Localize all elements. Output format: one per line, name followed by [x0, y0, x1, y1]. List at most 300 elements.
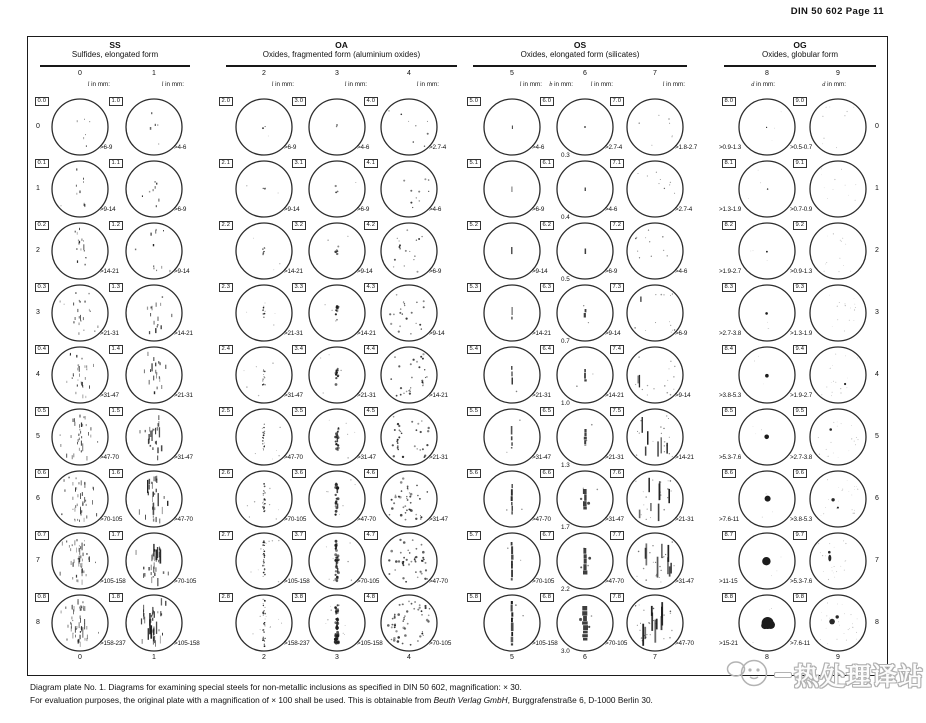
inclusion-pattern [507, 542, 521, 581]
inclusion-pattern [818, 540, 847, 582]
column-number-top: 6 [583, 70, 587, 77]
cell-tag: 3.5 [292, 407, 306, 416]
size-range: >6-9 [284, 144, 297, 151]
cell-tag: 7.6 [610, 469, 624, 478]
size-range: >0.7-0.9 [790, 206, 813, 213]
column-unit: l in mm: [344, 81, 367, 88]
cell-tag: 9.8 [793, 593, 807, 602]
size-range: >11-15 [719, 578, 738, 585]
size-range: >2.7-3.8 [790, 454, 813, 461]
inclusion-pattern [389, 294, 425, 335]
inclusion-pattern [584, 424, 593, 446]
size-range: >2.7-4 [429, 144, 447, 151]
inclusion-pattern [150, 112, 159, 144]
inclusion-pattern [512, 126, 513, 130]
cell-tag: 1.5 [109, 407, 123, 416]
inclusion-pattern [329, 420, 355, 459]
size-range: >14-21 [284, 268, 303, 275]
size-range: >4-6 [429, 206, 442, 213]
size-range: >15-21 [719, 640, 738, 647]
micrograph-circle [806, 467, 870, 531]
cell-tag: 9.2 [793, 221, 807, 230]
watermark [726, 656, 924, 694]
group-code: OA [335, 40, 348, 50]
size-range: >0.9-1.3 [719, 144, 742, 151]
size-range: >21-31 [605, 454, 624, 461]
caption-line1: Diagram plate No. 1. Diagrams for examining special steels for non-metallic inclusions as specified in DIN 50 602, magnification: × 30. [30, 682, 522, 692]
size-range: >5.3-7.6 [719, 454, 742, 461]
cell-tag: 4.2 [364, 221, 378, 230]
cell-tag: 2.7 [219, 531, 233, 540]
size-range: >105-158 [174, 640, 200, 647]
inclusion-pattern [584, 126, 586, 128]
size-range: >47-70 [532, 516, 551, 523]
cell-tag: 5.4 [467, 345, 481, 354]
cell-tag: 5.0 [467, 97, 481, 106]
row-number-left: 8 [36, 619, 40, 626]
inclusion-pattern [636, 541, 674, 582]
cell-tag: 7.0 [610, 97, 624, 106]
inclusion-pattern [580, 488, 598, 510]
size-range: >9-14 [675, 392, 691, 399]
size-range: >9-14 [429, 330, 445, 337]
inclusion-pattern [61, 168, 86, 207]
b-value: 0.4 [561, 214, 570, 221]
column-unit: b in mm: [549, 81, 573, 88]
row-number-right: 4 [875, 371, 879, 378]
size-range: >1.3-1.9 [790, 330, 813, 337]
inclusion-pattern [585, 188, 586, 192]
cell-tag: 9.3 [793, 283, 807, 292]
inclusion-pattern [336, 124, 338, 127]
cell-tag: 6.5 [540, 407, 554, 416]
inclusion-pattern [67, 353, 95, 398]
cell-tag: 1.8 [109, 593, 123, 602]
cell-tag: 8.0 [722, 97, 736, 106]
inclusion-pattern [141, 598, 167, 647]
cell-tag: 8.7 [722, 531, 736, 540]
size-range: >5.3-7.6 [790, 578, 813, 585]
size-range: >21-31 [284, 330, 303, 337]
inclusion-pattern [60, 415, 99, 461]
cell-tag: 4.8 [364, 593, 378, 602]
size-range: >7.6-11 [719, 516, 740, 523]
cell-tag: 6.6 [540, 469, 554, 478]
inclusion-pattern [262, 126, 269, 136]
cell-tag: 3.8 [292, 593, 306, 602]
column-unit: l in mm: [519, 81, 542, 88]
inclusion-pattern [326, 479, 355, 516]
cell-tag: 5.6 [467, 469, 481, 478]
inclusion-pattern [762, 493, 773, 517]
inclusion-pattern [506, 420, 520, 453]
inclusion-pattern [392, 416, 430, 458]
size-range: >21-31 [357, 392, 376, 399]
inclusion-pattern [819, 603, 858, 645]
row-number-left: 5 [36, 433, 40, 440]
group-code: OS [573, 40, 587, 50]
column-number-bottom: 5 [510, 654, 514, 661]
inclusion-pattern [506, 484, 522, 515]
group-code: OG [793, 40, 807, 50]
size-range: >158-237 [284, 640, 310, 647]
row-number-right: 6 [875, 495, 879, 502]
inclusion-pattern [635, 230, 668, 259]
cell-tag: 1.2 [109, 221, 123, 230]
column-number-bottom: 0 [78, 654, 82, 661]
cell-tag: 7.4 [610, 345, 624, 354]
size-range: >14-21 [532, 330, 551, 337]
inclusion-pattern [61, 477, 97, 522]
inclusion-pattern [142, 181, 160, 207]
group-name: Oxides, fragmented form (aluminium oxides) [262, 50, 421, 59]
column-number-bottom: 3 [335, 654, 339, 661]
b-value: 1.0 [561, 400, 570, 407]
cell-tag: 0.7 [35, 531, 49, 540]
size-range: >70-105 [605, 640, 628, 647]
cell-tag: 0.5 [35, 407, 49, 416]
row-number-right: 8 [875, 619, 879, 626]
inclusion-pattern [635, 602, 673, 646]
size-range: >21-31 [675, 516, 694, 523]
row-number-left: 6 [36, 495, 40, 502]
inclusion-pattern [821, 479, 859, 515]
cell-tag: 2.8 [219, 593, 233, 602]
micrograph-circle [806, 157, 870, 221]
size-range: >4-6 [605, 206, 618, 213]
micrograph-circle [806, 219, 870, 283]
cell-tag: 2.1 [219, 159, 233, 168]
column-number-top: 0 [78, 70, 82, 77]
cell-tag: 4.5 [364, 407, 378, 416]
inclusion-pattern [325, 304, 340, 322]
cell-tag: 8.4 [722, 345, 736, 354]
inclusion-pattern [326, 604, 346, 644]
size-range: >6-9 [605, 268, 618, 275]
column-number-bottom: 1 [152, 654, 156, 661]
cell-tag: 4.0 [364, 97, 378, 106]
cell-tag: 6.4 [540, 345, 554, 354]
size-range: >14-21 [357, 330, 376, 337]
cell-tag: 3.2 [292, 221, 306, 230]
row-number-left: 4 [36, 371, 40, 378]
size-range: >105-158 [100, 578, 126, 585]
group-rule [40, 65, 190, 67]
column-number-top: 4 [407, 70, 411, 77]
column-number-bottom: 9 [836, 654, 840, 661]
b-value: 1.3 [561, 462, 570, 469]
size-range: >9-14 [532, 268, 548, 275]
inclusion-pattern [635, 478, 672, 521]
inclusion-pattern [326, 540, 352, 582]
cell-tag: 0.1 [35, 159, 49, 168]
cell-tag: 2.3 [219, 283, 233, 292]
cell-tag: 1.7 [109, 531, 123, 540]
cell-tag: 1.6 [109, 469, 123, 478]
inclusion-pattern [750, 250, 767, 261]
inclusion-pattern [511, 366, 517, 392]
size-range: >6-9 [429, 268, 442, 275]
row-number-left: 7 [36, 557, 40, 564]
inclusion-pattern [246, 185, 278, 193]
size-range: >4-6 [532, 144, 545, 151]
size-range: >105-158 [532, 640, 558, 647]
watermark-dash [774, 672, 792, 678]
column-number-top: 3 [335, 70, 339, 77]
inclusion-pattern [576, 369, 593, 387]
column-number-bottom: 7 [653, 654, 657, 661]
cell-tag: 4.1 [364, 159, 378, 168]
inclusion-pattern [579, 606, 592, 641]
size-range: >47-70 [605, 578, 624, 585]
inclusion-pattern [60, 292, 99, 335]
inclusion-pattern [512, 187, 513, 193]
micrograph-circle [806, 95, 870, 159]
cell-tag: 6.1 [540, 159, 554, 168]
inclusion-pattern [390, 353, 427, 397]
inclusion-pattern [139, 415, 162, 460]
inclusion-pattern [136, 544, 169, 586]
size-range: >21-31 [532, 392, 551, 399]
size-range: >31-47 [100, 392, 119, 399]
inclusion-pattern [580, 548, 591, 575]
inclusion-pattern [60, 228, 87, 266]
cell-tag: 7.7 [610, 531, 624, 540]
cell-tag: 0.8 [35, 593, 49, 602]
column-unit: l in mm: [271, 81, 294, 88]
micrograph-circle [806, 343, 870, 407]
size-range: >31-47 [429, 516, 448, 523]
size-range: >1.8-2.7 [675, 144, 698, 151]
cell-tag: 9.4 [793, 345, 807, 354]
size-range: >47-70 [174, 516, 193, 523]
cell-tag: 3.1 [292, 159, 306, 168]
size-range: >105-158 [284, 578, 310, 585]
size-range: >9-14 [605, 330, 621, 337]
cell-tag: 5.2 [467, 221, 481, 230]
b-value: 0.3 [561, 152, 570, 159]
column-number-top: 9 [836, 70, 840, 77]
group-rule [724, 65, 876, 67]
cell-tag: 3.7 [292, 531, 306, 540]
inclusion-pattern [135, 229, 171, 273]
cell-tag: 6.7 [540, 531, 554, 540]
cell-tag: 7.8 [610, 593, 624, 602]
cell-tag: 5.5 [467, 407, 481, 416]
watermark-logo-icon [726, 656, 772, 694]
size-range: >1.9-2.7 [719, 268, 742, 275]
cell-tag: 8.3 [722, 283, 736, 292]
size-range: >9-14 [357, 268, 373, 275]
cell-tag: 6.3 [540, 283, 554, 292]
cell-tag: 5.7 [467, 531, 481, 540]
group-name: Oxides, globular form [761, 50, 839, 59]
inclusion-pattern [585, 249, 587, 255]
size-range: >9-14 [100, 206, 116, 213]
row-number-left: 0 [36, 123, 40, 130]
inclusion-pattern [255, 424, 281, 460]
inclusion-pattern [244, 363, 274, 397]
size-range: >21-31 [100, 330, 119, 337]
b-value: 2.2 [561, 586, 570, 593]
column-unit: l in mm: [590, 81, 613, 88]
inclusion-pattern [583, 305, 589, 323]
cell-tag: 4.4 [364, 345, 378, 354]
cell-tag: 8.2 [722, 221, 736, 230]
inclusion-pattern [77, 119, 90, 147]
group-rule [473, 65, 687, 67]
inclusion-pattern [403, 178, 429, 211]
cell-tag: 6.2 [540, 221, 554, 230]
inclusion-pattern [61, 599, 99, 647]
page-header: DIN 50 602 Page 11 [790, 6, 884, 17]
size-range: >47-70 [429, 578, 448, 585]
inclusion-pattern [818, 422, 859, 458]
row-number-right: 5 [875, 433, 879, 440]
size-range: >70-105 [174, 578, 197, 585]
cell-tag: 7.2 [610, 221, 624, 230]
cell-tag: 9.1 [793, 159, 807, 168]
cell-tag: 0.0 [35, 97, 49, 106]
inclusion-pattern [639, 115, 673, 146]
column-number-bottom: 6 [583, 654, 587, 661]
cell-tag: 2.6 [219, 469, 233, 478]
size-range: >70-105 [357, 578, 380, 585]
size-range: >6-9 [174, 206, 187, 213]
size-range: >6-9 [675, 330, 688, 337]
row-number-left: 2 [36, 247, 40, 254]
inclusion-pattern [822, 107, 854, 149]
size-range: >14-21 [605, 392, 624, 399]
inclusion-pattern [753, 608, 776, 643]
inclusion-pattern [144, 352, 167, 394]
group-code: SS [109, 40, 121, 50]
b-value: 1.7 [561, 524, 570, 531]
size-range: >4-6 [675, 268, 688, 275]
inclusion-pattern [821, 168, 857, 201]
size-range: >47-70 [357, 516, 376, 523]
row-number-left: 1 [36, 185, 40, 192]
inclusion-pattern [253, 238, 280, 270]
cell-tag: 7.1 [610, 159, 624, 168]
watermark-text: 热处理译站 [793, 663, 924, 691]
inclusion-pattern [511, 247, 512, 254]
cell-tag: 3.3 [292, 283, 306, 292]
inclusion-pattern [327, 236, 348, 255]
size-range: >2.7-3.8 [719, 330, 742, 337]
size-range: >14-21 [100, 268, 119, 275]
column-unit: l in mm: [662, 81, 685, 88]
cell-tag: 9.6 [793, 469, 807, 478]
cell-tag: 5.1 [467, 159, 481, 168]
size-range: >31-47 [357, 454, 376, 461]
cell-tag: 4.6 [364, 469, 378, 478]
cell-tag: 9.0 [793, 97, 807, 106]
row-number-left: 3 [36, 309, 40, 316]
inclusion-pattern [754, 356, 769, 384]
inclusion-pattern [139, 476, 169, 524]
size-range: >47-70 [675, 640, 694, 647]
cell-tag: 3.6 [292, 469, 306, 478]
size-range: >7.6-11 [790, 640, 811, 647]
inclusion-pattern [821, 354, 858, 397]
size-range: >70-105 [284, 516, 307, 523]
inclusion-pattern [247, 483, 279, 520]
cell-tag: 8.1 [722, 159, 736, 168]
b-value: 0.7 [561, 338, 570, 345]
inclusion-pattern [765, 312, 769, 329]
column-number-top: 2 [262, 70, 266, 77]
cell-tag: 4.3 [364, 283, 378, 292]
inclusion-pattern [635, 356, 676, 395]
cell-tag: 1.4 [109, 345, 123, 354]
size-range: >4-6 [357, 144, 370, 151]
inclusion-pattern [748, 170, 768, 199]
inclusion-pattern [251, 540, 280, 583]
b-value: 3.0 [561, 648, 570, 655]
row-number-right: 2 [875, 247, 879, 254]
size-range: >6-9 [357, 206, 370, 213]
inclusion-pattern [393, 229, 423, 272]
caption-line2: For evaluation purposes, the original plate with a magnification of × 100 shall be used. This is obtainable from Beuth Verlag GmbH, Burggrafenstraße 6, D-1000 Berlin 30. [30, 695, 653, 706]
column-unit: l in mm: [87, 81, 110, 88]
cell-tag: 9.5 [793, 407, 807, 416]
column-number-top: 7 [653, 70, 657, 77]
row-number-right: 1 [875, 185, 879, 192]
size-range: >70-105 [429, 640, 452, 647]
size-range: >47-70 [284, 454, 303, 461]
cell-tag: 6.8 [540, 593, 554, 602]
inclusion-pattern [766, 111, 782, 140]
group-name: Oxides, elongated form (silicates) [520, 50, 640, 59]
inclusion-pattern [824, 233, 852, 272]
cell-tag: 0.3 [35, 283, 49, 292]
cell-tag: 8.5 [722, 407, 736, 416]
cell-tag: 6.0 [540, 97, 554, 106]
cell-tag: 8.6 [722, 469, 736, 478]
inclusion-pattern [638, 172, 676, 194]
inclusion-pattern [320, 354, 342, 393]
cell-tag: 5.3 [467, 283, 481, 292]
cell-tag: 7.3 [610, 283, 624, 292]
column-unit: d in mm: [822, 81, 846, 88]
row-number-right: 0 [875, 123, 879, 130]
inclusion-pattern [387, 601, 430, 646]
size-range: >6-9 [532, 206, 545, 213]
cell-tag: 0.6 [35, 469, 49, 478]
column-unit: l in mm: [161, 81, 184, 88]
cell-tag: 2.4 [219, 345, 233, 354]
column-unit: l in mm: [416, 81, 439, 88]
micrograph-circle [806, 405, 870, 469]
cell-tag: 8.8 [722, 593, 736, 602]
size-range: >14-21 [675, 454, 694, 461]
size-range: >21-31 [174, 392, 193, 399]
size-range: >1.3-1.9 [719, 206, 742, 213]
cell-tag: 0.4 [35, 345, 49, 354]
size-range: >21-31 [429, 454, 448, 461]
inclusion-pattern [511, 601, 524, 646]
inclusion-pattern [829, 295, 856, 332]
size-range: >6-9 [100, 144, 113, 151]
size-range: >4-6 [174, 144, 187, 151]
inclusion-pattern [389, 477, 428, 520]
column-number-top: 1 [152, 70, 156, 77]
size-range: >2.7-4 [675, 206, 693, 213]
inclusion-pattern [753, 426, 769, 439]
size-range: >9-14 [284, 206, 300, 213]
cell-tag: 9.7 [793, 531, 807, 540]
